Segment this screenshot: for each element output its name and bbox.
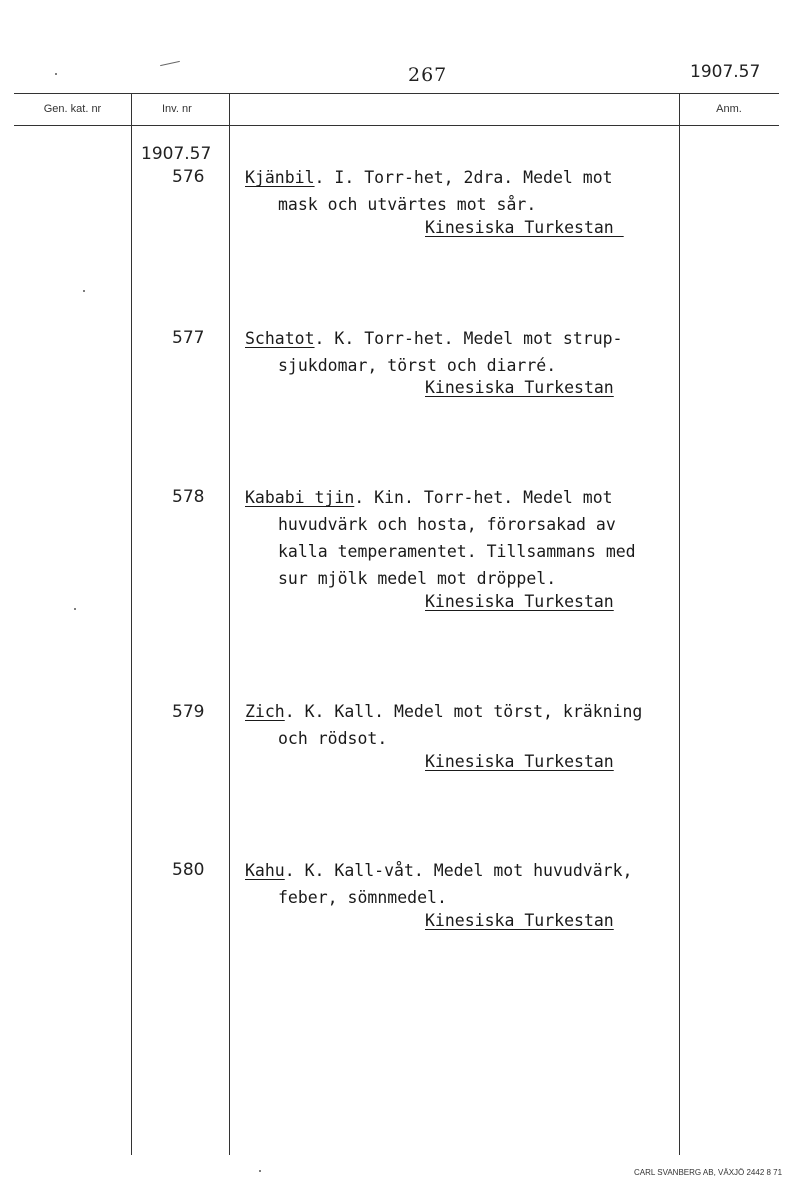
entry-location: Kinesiska Turkestan <box>425 378 614 397</box>
entry-location: Kinesiska Turkestan <box>425 752 614 771</box>
entry-line-1 <box>245 484 636 511</box>
inv-number: 580 <box>172 860 205 880</box>
header-top-rule <box>14 93 779 94</box>
column-header-inv: Inv. nr <box>162 103 192 115</box>
entry-578 <box>245 484 636 592</box>
entry-name: Zich <box>245 702 285 721</box>
entry-577 <box>245 325 623 379</box>
entry-description: . K. Kall-våt. Medel mot huvudvärk, <box>284 861 633 880</box>
entry-line-2: mask och utvärtes mot sår. <box>278 195 537 214</box>
inv-number: 578 <box>172 487 205 507</box>
header-bottom-rule <box>14 125 779 126</box>
inv-number: 577 <box>172 328 205 348</box>
entry-line-2: feber, sömnmedel. <box>278 888 447 907</box>
column-header-gen-kat: Gen. kat. nr <box>43 103 102 115</box>
entry-line-2: sjukdomar, törst och diarré. <box>278 356 557 375</box>
scan-speck <box>55 73 57 75</box>
column-divider-2 <box>229 93 230 1155</box>
column-header-anm: Anm. <box>716 103 742 115</box>
header-reference: 1907.57 <box>690 62 761 82</box>
entry-name: Schatot <box>245 329 315 348</box>
inv-number: 579 <box>172 702 205 722</box>
printer-mark: CARL SVANBERG AB, VÄXJÖ 2442 8 71 <box>634 1168 783 1177</box>
column-divider-3 <box>679 93 680 1155</box>
scan-speck <box>259 1170 261 1172</box>
entry-line-1 <box>245 857 632 884</box>
entry-location: Kinesiska Turkestan <box>425 592 614 611</box>
series-label: 1907.57 <box>141 144 212 164</box>
page-number: 267 <box>408 64 448 86</box>
entry-line-2: och rödsot. <box>278 729 388 748</box>
entry-576 <box>245 164 613 218</box>
scan-speck <box>74 608 76 610</box>
entry-description: . I. Torr-het, 2dra. Medel mot <box>314 168 613 187</box>
entry-name: Kahu <box>245 861 285 880</box>
entry-line-3: kalla temperamentet. Tillsammans med <box>278 542 636 561</box>
entry-line-1 <box>245 325 623 352</box>
entry-description: . K. Kall. Medel mot törst, kräkning <box>284 702 643 721</box>
entry-description: . Kin. Torr-het. Medel mot <box>354 488 613 507</box>
pen-mark <box>160 61 180 66</box>
entry-line-1 <box>245 164 613 191</box>
inv-number: 576 <box>172 167 205 187</box>
entry-description: . K. Torr-het. Medel mot strup- <box>314 329 623 348</box>
entry-location: Kinesiska Turkestan <box>425 911 614 930</box>
entry-name: Kababi tjin <box>245 488 355 507</box>
scan-speck <box>83 290 85 292</box>
entry-line-2: huvudvärk och hosta, förorsakad av <box>278 515 616 534</box>
entry-580 <box>245 857 632 911</box>
entry-579 <box>245 698 642 752</box>
entry-name: Kjänbil <box>245 168 315 187</box>
entry-location: Kinesiska Turkestan <box>425 218 624 237</box>
entry-line-4: sur mjölk medel mot dröppel. <box>278 569 557 588</box>
entry-line-1 <box>245 698 642 725</box>
column-divider-1 <box>131 93 132 1155</box>
